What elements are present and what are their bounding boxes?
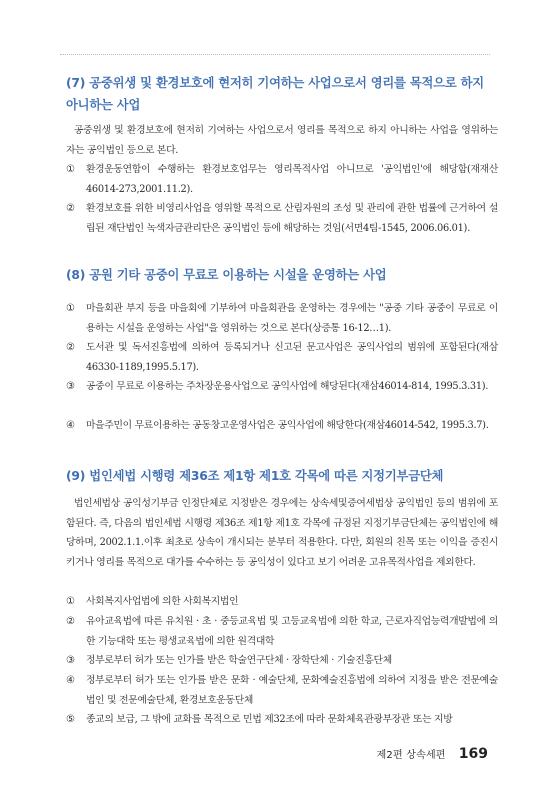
item-number: ② (66, 616, 75, 627)
item-text: 종교의 보급, 그 밖에 교화를 목적으로 민법 제32조에 따라 문화체육관광부장관 또는 지방 (86, 714, 453, 725)
section-8-heading: (8) 공원 기타 공중이 무료로 이용하는 시설을 운영하는 사업 (66, 268, 387, 282)
section-8-item-4 (66, 416, 498, 436)
item-number: ② (66, 203, 75, 214)
page-number: 169 (458, 745, 488, 762)
item-text: 정부로부터 허가 또는 인가를 받은 문화 · 예술단체, 문화예술진흥법에 의하여 지정을 받은 전문예술법인 및 전문예술단체, 환경보호운동단체 (86, 675, 498, 706)
item-text: 정부로부터 허가 또는 인가를 받은 학술연구단체 · 장학단체 · 기술진흥단체 (86, 655, 392, 666)
item-text: 환경운동연합이 수행하는 환경보호업무는 영리목적사업 아니므로 '공익법인'에 해당함(재재산46014-273,2001.11.2). (86, 164, 498, 195)
item-text: 사회복지사업법에 의한 사회복지법인 (86, 596, 239, 607)
item-text: 유아교육법에 따른 유치원 · 초 · 중등교육법 및 고등교육법에 의한 학교, 근로자직업능력개발법에 의한 기능대학 또는 평생교육법에 의한 원격대학 (86, 616, 498, 647)
top-dotted-rule (60, 54, 490, 55)
section-8-item-3 (66, 377, 498, 397)
section-9-paragraph: 법인세법상 공익성기부금 인정단체로 지정받은 경우에는 상속세및증여세법상 공익법인 등의 범위에 포함된다. 즉, 다음의 법인세법 시행령 제36조 제1항 제1호 각목에 규정된 지정기부금단체는 공익법인에 해당하며, 2002.1.1.이후 최초로 상속이 개시되는 분부터 적용한다. 다만, 회원의 친목 또는 이익을 증진시키거나 영리를 목적으로 대가를 수수하는 등 공익성이 있다고 보기 어려운 고유목적사업을 제외한다. (66, 498, 498, 568)
item-number: ③ (66, 381, 75, 392)
item-number: ② (66, 342, 75, 353)
item-number: ① (66, 164, 75, 175)
section-9-item-1 (66, 592, 498, 612)
section-7-paragraph: 공중위생 및 환경보호에 현저히 기여하는 사업으로서 영리를 목적으로 하지 아니하는 사업을 영위하는 자는 공익법인 등으로 본다. (66, 125, 498, 156)
item-number: ⑤ (66, 714, 75, 725)
item-text: 마을주민이 무료이용하는 공동창고운영사업은 공익사업에 해당한다(재삼46014-542, 1995.3.7). (86, 420, 489, 431)
section-7-item-2 (66, 199, 498, 238)
item-text: 도서관 및 독서진흥법에 의하여 등록되거나 신고된 문고사업은 공익사업의 범위에 포함된다(재삼46330-1189,1995.5.17). (86, 342, 498, 373)
item-number: ④ (66, 420, 75, 431)
section-8-item-1 (66, 299, 498, 338)
item-number: ④ (66, 675, 75, 686)
item-text: 환경보호를 위한 비영리사업을 영위할 목적으로 산림자원의 조성 및 관리에 관한 법률에 근거하여 설립된 재단법인 녹색자금관리단은 공익법인 등에 해당하는 것임(서면4팀-1545, 2006.06.01). (86, 203, 498, 234)
section-8-item-2 (66, 338, 498, 377)
section-7-heading: (7) 공중위생 및 환경보호에 현저히 기여하는 사업으로서 영리를 목적으로 하지 아니하는 사업 (66, 76, 484, 112)
item-text: 마을회관 부지 등을 마을회에 기부하여 마을회관을 운영하는 경우에는 "공중 기타 공중이 무료로 이용하는 시설을 운영하는 사업"을 영위하는 것으로 본다(상증통 16-12…1). (86, 303, 498, 334)
section-9-heading: (9) 법인세법 시행령 제36조 제1항 제1호 각목에 따른 지정기부금단체 (66, 469, 444, 483)
item-number: ① (66, 303, 75, 314)
item-number: ③ (66, 655, 75, 666)
footer-section-label: 제2편 상속세편 (376, 750, 446, 761)
item-text: 공중이 무료로 이용하는 주차장운용사업으로 공익사업에 해당된다(재삼46014-814, 1995.3.31). (86, 381, 489, 392)
section-9-item-5 (66, 710, 498, 730)
section-9-item-2 (66, 612, 498, 651)
section-9-item-3 (66, 651, 498, 671)
item-number: ① (66, 596, 75, 607)
section-7-item-1 (66, 160, 498, 199)
section-9-item-4 (66, 671, 498, 710)
page-footer (377, 743, 488, 762)
